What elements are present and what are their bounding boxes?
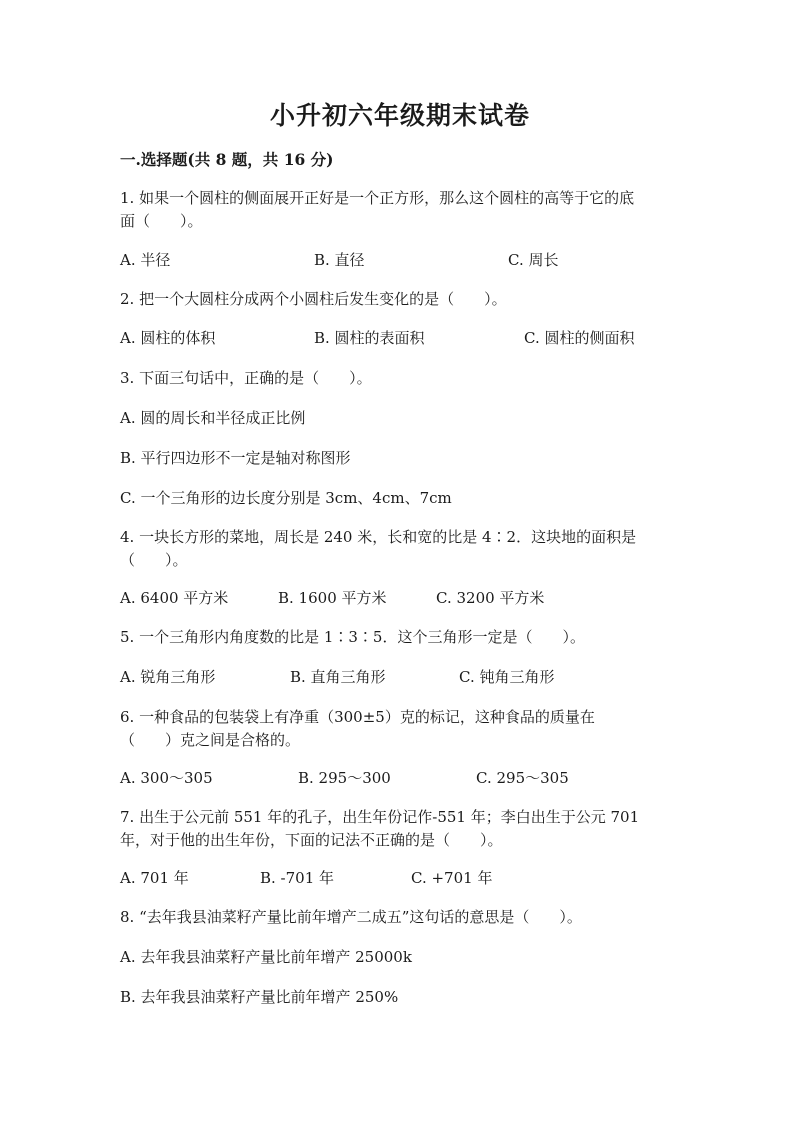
question-2-line-1: 2. 把一个大圆柱分成两个小圆柱后发生变化的是（ ）。 [120,290,507,308]
question-3-line-1: 3. 下面三句话中，正确的是（ ）。 [120,369,372,387]
question-8-option-a[interactable]: A. 去年我县油菜籽产量比前年增产 25000k [120,948,412,966]
question-2-option-a[interactable]: A. 圆柱的体积 [120,329,216,347]
section-heading: 一.选择题(共 8 题，共 16 分) [120,150,334,169]
question-4-option-c[interactable]: C. 3200 平方米 [436,589,545,607]
question-5-line-1: 5. 一个三角形内角度数的比是 1∶3∶5．这个三角形一定是（ ）。 [120,628,585,646]
question-6-option-a[interactable]: A. 300～305 [120,769,213,787]
question-7-option-c[interactable]: C. +701 年 [411,869,493,887]
question-4-option-a[interactable]: A. 6400 平方米 [120,589,229,607]
question-2-option-b[interactable]: B. 圆柱的表面积 [314,329,425,347]
question-7-line-1: 7. 出生于公元前 551 年的孔子，出生年份记作-551 年；李白出生于公元 701 [120,808,640,826]
question-8-line-1: 8. “去年我县油菜籽产量比前年增产二成五”这句话的意思是（ ）。 [120,908,582,926]
question-6-option-c[interactable]: C. 295～305 [476,769,569,787]
question-6-option-b[interactable]: B. 295～300 [298,769,391,787]
question-5-option-b[interactable]: B. 直角三角形 [290,668,386,686]
question-5-option-c[interactable]: C. 钝角三角形 [459,668,555,686]
question-4-option-b[interactable]: B. 1600 平方米 [278,589,387,607]
question-1-line-1: 1. 如果一个圆柱的侧面展开正好是一个正方形，那么这个圆柱的高等于它的底 [120,189,635,207]
question-7-option-b[interactable]: B. -701 年 [260,869,335,887]
question-2-option-c[interactable]: C. 圆柱的侧面积 [524,329,635,347]
question-1-option-b[interactable]: B. 直径 [314,251,365,269]
question-4-line-1: 4. 一块长方形的菜地，周长是 240 米，长和宽的比是 4∶2．这块地的面积是 [120,528,637,546]
question-6-line-1: 6. 一种食品的包装袋上有净重（300±5）克的标记，这种食品的质量在 [120,708,595,726]
question-3-option-b[interactable]: B. 平行四边形不一定是轴对称图形 [120,449,351,467]
question-1-option-a[interactable]: A. 半径 [120,251,171,269]
question-5-option-a[interactable]: A. 锐角三角形 [120,668,216,686]
question-3-option-c[interactable]: C. 一个三角形的边长度分别是 3cm、4cm、7cm [120,489,452,507]
page-title: 小升初六年级期末试卷 [269,101,530,130]
question-3-option-a[interactable]: A. 圆的周长和半径成正比例 [120,409,306,427]
question-7-line-2: 年，对于他的出生年份，下面的记法不正确的是（ ）。 [120,831,503,849]
question-7-option-a[interactable]: A. 701 年 [120,869,189,887]
question-6-line-2: （ ）克之间是合格的。 [120,731,301,749]
question-1-line-2: 面（ ）。 [120,212,203,230]
question-1-option-c[interactable]: C. 周长 [508,251,559,269]
question-8-option-b[interactable]: B. 去年我县油菜籽产量比前年增产 250% [120,988,399,1006]
question-4-line-2: （ ）。 [120,551,188,569]
